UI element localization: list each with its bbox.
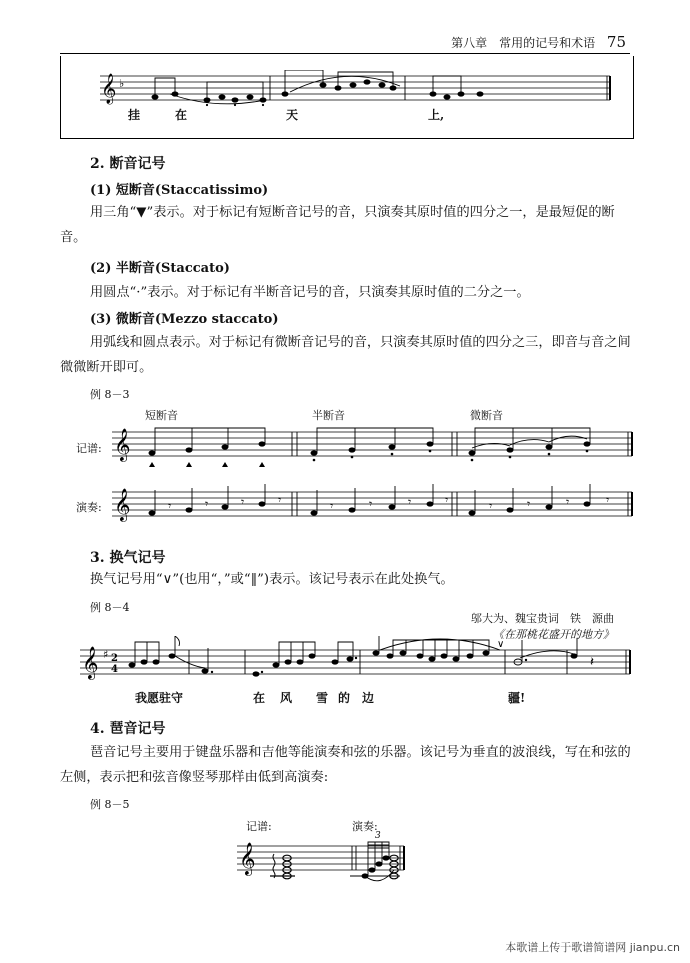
- page-header: [451, 33, 626, 51]
- treble-clef-icon: 𝄞: [114, 428, 131, 461]
- svg-text:∨: ∨: [497, 639, 505, 650]
- section2-sub2-text: 用圆点“·”表示。对于标记有半断音记号的音，只演奏其原时值的二分之一。: [90, 285, 530, 300]
- ex84-label: 例 8－4: [90, 601, 130, 614]
- ex85-notation-label: 记谱:: [246, 820, 272, 833]
- svg-text:𝄾: 𝄾: [489, 499, 493, 513]
- svg-text:𝄾: 𝄾: [278, 493, 282, 507]
- svg-text:𝄽: 𝄽: [590, 655, 594, 670]
- ex84-staff: [80, 636, 635, 691]
- section4-title: 4. 琶音记号: [90, 721, 166, 737]
- ex84-lyric-2: 在: [253, 691, 266, 705]
- triplet-mark: 3: [375, 831, 381, 841]
- section2-sub3-title: (3) 微断音(Mezzo staccato): [90, 312, 279, 327]
- treble-clef-icon: 𝄞: [82, 646, 99, 679]
- section3-text: 换气记号用“∨”(也用“，”或“‖”)表示。该记号表示在此处换气。: [90, 572, 454, 587]
- ex83-staff: [112, 420, 637, 530]
- top-lyric-3: 天: [286, 108, 299, 122]
- svg-text:𝄾: 𝄾: [566, 495, 570, 509]
- ex84-credit: 邬大为、魏宝贵词 铁 源曲: [471, 612, 614, 625]
- ex83-mezzo-label: 微断音: [470, 409, 503, 422]
- ex84-lyric-5: 的: [338, 691, 351, 705]
- ex84-lyric-7: 疆!: [508, 691, 526, 705]
- svg-text:𝄾: 𝄾: [408, 495, 412, 509]
- top-lyric-2: 在: [175, 108, 188, 122]
- top-lyric-4: 上,: [428, 108, 445, 122]
- treble-clef-icon: 𝄞: [114, 488, 131, 521]
- ex85-label: 例 8－5: [90, 798, 130, 811]
- section2-sub1-text: 用三角“▼”表示。对于标记有短断音记号的音，只演奏其原时值的四分之一，是最短促的断音。: [60, 205, 615, 245]
- header-rule: [60, 53, 630, 54]
- svg-text:𝄾: 𝄾: [445, 493, 449, 507]
- section2-sub2-title: (2) 半断音(Staccato): [90, 261, 230, 276]
- section2-title: 2. 断音记号: [90, 156, 166, 172]
- ex83-notation-label: 记谱:: [76, 442, 102, 455]
- ex84-lyric-4: 雪: [316, 691, 329, 705]
- svg-text:𝄾: 𝄾: [168, 499, 172, 513]
- svg-text:𝄾: 𝄾: [369, 497, 373, 511]
- ex85-perform-label: 演奏:: [352, 820, 378, 833]
- arpeggio-wavy-line-icon: [273, 854, 275, 878]
- ex85-staff: [232, 826, 412, 901]
- ex84-lyric-3: 风: [280, 691, 293, 705]
- section2-sub3-text: 用弧线和圆点表示。对于标记有微断音记号的音，只演奏其原时值的四分之三，即音与音之间微微断开即可。: [60, 335, 631, 375]
- top-lyric-1: 挂: [128, 108, 141, 122]
- ex84-lyric-6: 边: [362, 691, 375, 705]
- ex83-label: 例 8－3: [90, 388, 130, 401]
- svg-text:2: 2: [111, 653, 118, 664]
- svg-text:𝄾: 𝄾: [330, 499, 334, 513]
- svg-text:𝄾: 𝄾: [205, 497, 209, 511]
- section4-text: 琶音记号主要用于键盘乐器和吉他等能演奏和弦的乐器。该记号为垂直的波浪线，写在和弦的左侧，表示把和弦音像竖琴那样由低到高演奏:: [60, 745, 631, 785]
- top-example-staff: [95, 70, 620, 110]
- ex84-lyric-1: 我愿驻守: [135, 691, 184, 705]
- treble-clef-icon: 𝄞: [239, 842, 256, 875]
- svg-text:𝄾: 𝄾: [527, 497, 531, 511]
- section3-title: 3. 换气记号: [90, 550, 166, 566]
- svg-text:4: 4: [111, 664, 118, 675]
- ex83-short-label: 短断音: [145, 409, 178, 422]
- svg-text:♭: ♭: [119, 77, 125, 90]
- treble-clef-icon: 𝄞: [101, 74, 117, 104]
- ex83-perform-label: 演奏:: [76, 501, 102, 514]
- ex84-song-title: 《在那桃花盛开的地方》: [493, 628, 614, 641]
- svg-text:𝄾: 𝄾: [606, 493, 610, 507]
- page-number: 75: [606, 33, 626, 51]
- svg-text:♯: ♯: [103, 648, 109, 661]
- svg-text:𝄾: 𝄾: [241, 495, 245, 509]
- ex83-half-label: 半断音: [312, 409, 345, 422]
- section2-sub1-title: (1) 短断音(Staccatissimo): [90, 183, 269, 198]
- chapter-title: 第八章 常用的记号和术语: [451, 36, 596, 50]
- watermark: 本歌谱上传于歌谱简谱网 jianpu.cn: [505, 941, 680, 954]
